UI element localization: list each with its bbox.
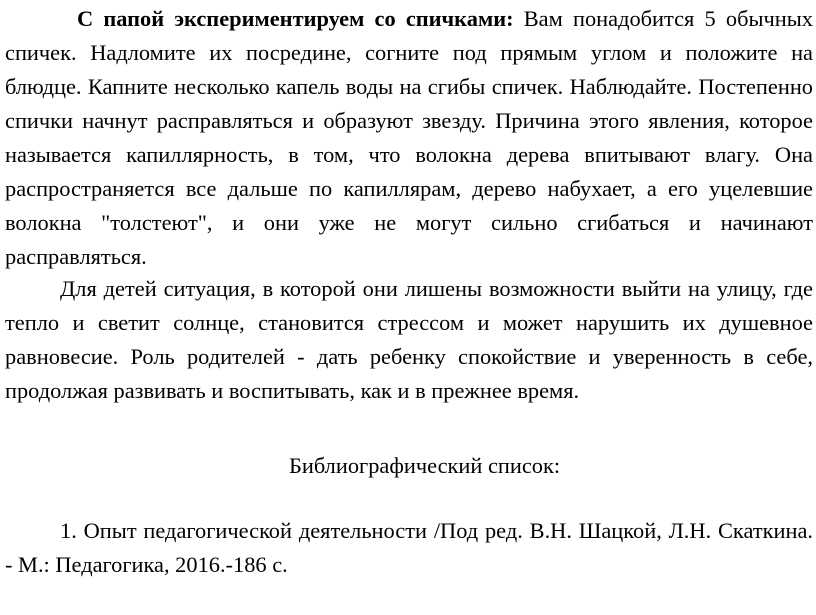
experiment-paragraph: [5, 2, 813, 274]
document-page: [5, 0, 813, 577]
bibliography-item: 1. Опыт педагогической деятельности /Под ред. В.Н. Шацкой, Л.Н. Скаткина. - М.: Педагогика, 2016.-186 с.: [5, 518, 813, 577]
parents-role-paragraph: Для детей ситуация, в которой они лишены возможности выйти на улицу, где тепло и светит солнце, становится стрессом и может нарушить их душевное равновесие. Роль родителей - дать ребенку спокойствие и уверенность в себе, продолжая развивать и воспитывать, как и в прежнее время.: [5, 276, 813, 403]
bibliography-heading: Библиографический список:: [289, 453, 561, 478]
experiment-title: С папой экспериментируем со спичками:: [77, 6, 514, 31]
experiment-text: Вам понадобится 5 обычных спичек. Надломите их посредине, согните под прямым углом и положите на блюдце. Капните несколько капель воды на сгибы спичек. Наблюдайте. Постепенно спички начнут расправляться и образуют звезду. Причина этого явления, которое называется капиллярность, в том, что волокна дерева впитывают влагу. Она распространяется все дальше по капиллярам, дерево набухает, а его уцелевшие волокна "толстеют", и они уже не могут сильно сгибаться и начинают расправляться.: [5, 6, 813, 269]
